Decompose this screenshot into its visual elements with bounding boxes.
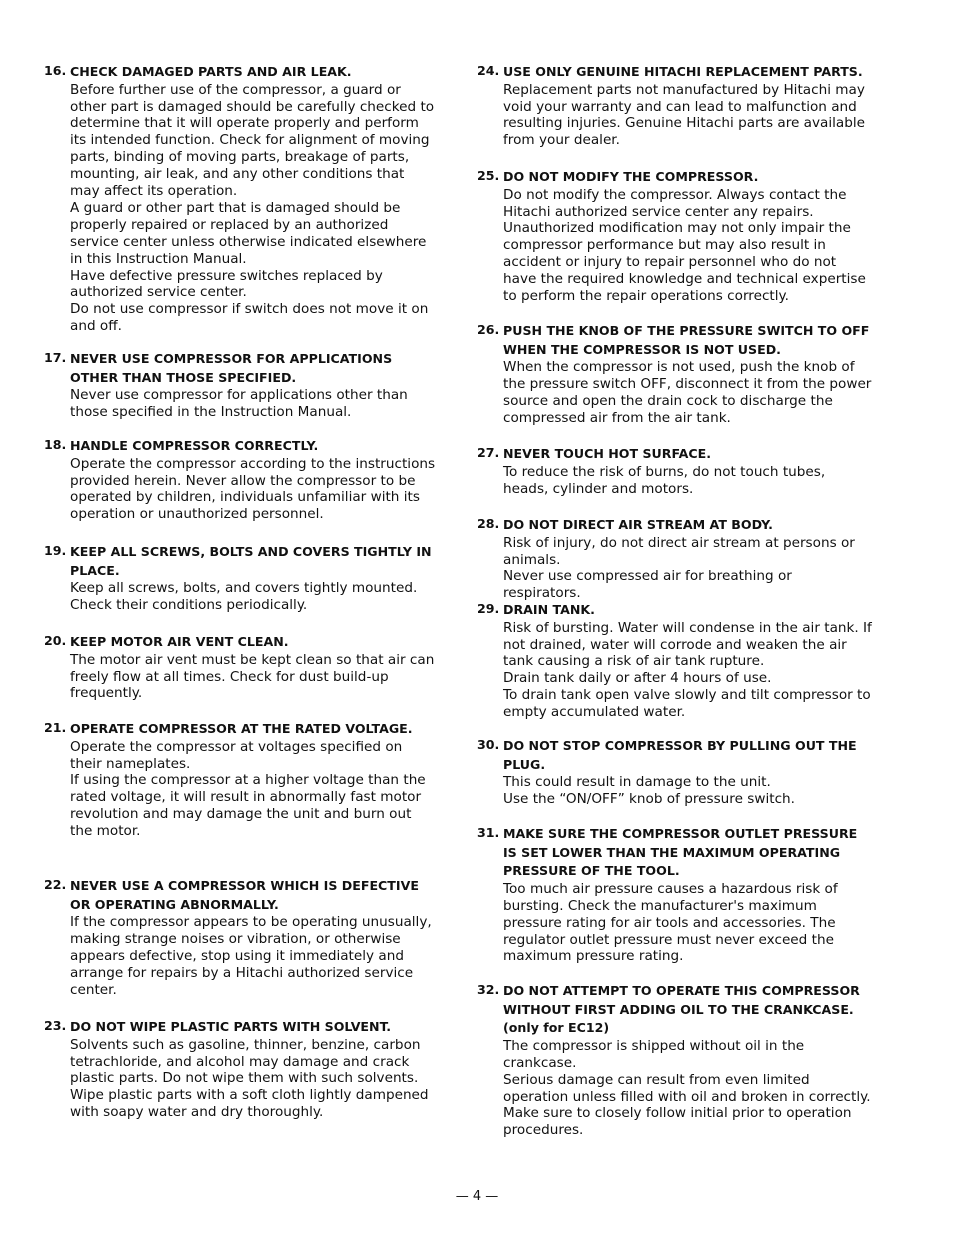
safety-item xyxy=(477,445,872,497)
safety-item xyxy=(44,1018,436,1121)
item-content xyxy=(70,633,436,702)
item-content xyxy=(70,63,436,335)
safety-item xyxy=(44,543,436,614)
item-paragraph: To reduce the risk of burns, do not touch tubes, heads, cylinder and motors. xyxy=(503,463,826,497)
item-paragraph: Replacement parts not manufactured by Hitachi may void your warranty and can lead to malfunction and resulting injuries. Genuine Hitachi parts are available from your dealer. xyxy=(503,81,866,149)
item-content xyxy=(70,543,436,614)
item-heading: HANDLE COMPRESSOR CORRECTLY. xyxy=(70,438,319,453)
item-number: 26. xyxy=(477,322,500,337)
item-paragraph: The motor air vent must be kept clean so that air can freely flow at all times. Check for dust build-up frequently. xyxy=(70,651,435,702)
safety-item xyxy=(477,63,872,149)
safety-item xyxy=(477,322,872,427)
item-paragraph: This could result in damage to the unit. xyxy=(503,774,771,791)
item-paragraph: Never use compressor for applications other than those specified in the Instruction Manual. xyxy=(70,387,408,421)
item-content xyxy=(503,168,872,305)
item-number: 18. xyxy=(44,437,67,452)
safety-item xyxy=(477,825,872,965)
item-paragraph: Operate the compressor according to the instructions provided herein. Never allow the compressor to be operated by children, individuals unfamiliar with its operation or unauthorized personnel. xyxy=(70,455,436,523)
item-content xyxy=(503,737,872,808)
item-content xyxy=(503,982,872,1139)
item-paragraph: Before further use of the compressor, a guard or other part is damaged should be carefully checked to determine that it will operate properly and perform its intended function. Check for alignment of moving parts, binding of moving parts, breakage of parts, mounting, air leak, and any other conditions that may affect its operation. xyxy=(70,81,435,200)
item-paragraph: Have defective pressure switches replaced by authorized service center. xyxy=(70,267,383,301)
item-heading: DO NOT STOP COMPRESSOR BY PULLING OUT THE PLUG. xyxy=(503,738,857,772)
item-number: 23. xyxy=(44,1018,67,1033)
item-heading: PUSH THE KNOB OF THE PRESSURE SWITCH TO OFF WHEN THE COMPRESSOR IS NOT USED. xyxy=(503,323,870,357)
item-content xyxy=(503,322,872,427)
safety-item xyxy=(477,737,872,808)
page-number: — 4 — xyxy=(455,1189,499,1204)
item-heading: DO NOT WIPE PLASTIC PARTS WITH SOLVENT. xyxy=(70,1019,392,1034)
item-number: 28. xyxy=(477,516,500,531)
item-heading: MAKE SURE THE COMPRESSOR OUTLET PRESSURE IS SET LOWER THAN THE MAXIMUM OPERATING PRESSURE OF THE TOOL. xyxy=(503,826,858,879)
item-number: 32. xyxy=(477,982,500,997)
item-content xyxy=(503,63,872,149)
item-paragraph: Keep all screws, bolts, and covers tightly mounted. Check their conditions periodically. xyxy=(70,580,418,614)
item-heading: DO NOT DIRECT AIR STREAM AT BODY. xyxy=(503,517,773,532)
item-number: 30. xyxy=(477,737,500,752)
item-content xyxy=(503,601,872,721)
item-content xyxy=(70,1018,436,1121)
item-number: 29. xyxy=(477,601,500,616)
item-paragraph: Never use compressed air for breathing or respirators. xyxy=(503,568,792,602)
item-number: 19. xyxy=(44,543,67,558)
item-number: 17. xyxy=(44,350,67,365)
item-number: 31. xyxy=(477,825,500,840)
safety-item xyxy=(44,350,436,421)
item-heading: DO NOT MODIFY THE COMPRESSOR. xyxy=(503,169,759,184)
item-number: 16. xyxy=(44,63,67,78)
item-heading: KEEP ALL SCREWS, BOLTS AND COVERS TIGHTLY IN PLACE. xyxy=(70,544,432,578)
item-paragraph: Risk of bursting. Water will condense in the air tank. If not drained, water will corrode and weaken the air tank causing a risk of air tank rupture. xyxy=(503,619,872,670)
item-paragraph: Do not use compressor if switch does not move it on and off. xyxy=(70,301,429,335)
item-paragraph: If the compressor appears to be operating unusually, making strange noises or vibration, or otherwise appears defective, stop using it immediately and arrange for repairs by a Hitachi authorized service center. xyxy=(70,914,432,998)
item-number: 27. xyxy=(477,445,500,460)
item-content xyxy=(503,516,872,602)
item-heading: CHECK DAMAGED PARTS AND AIR LEAK. xyxy=(70,64,352,79)
item-content xyxy=(503,445,872,497)
safety-item xyxy=(44,720,436,840)
item-number: 24. xyxy=(477,63,500,78)
safety-item xyxy=(44,63,436,335)
item-paragraph: The compressor is shipped without oil in the crankcase. xyxy=(503,1037,805,1071)
item-heading: NEVER USE COMPRESSOR FOR APPLICATIONS OTHER THAN THOSE SPECIFIED. xyxy=(70,351,393,385)
item-number: 22. xyxy=(44,877,67,892)
item-paragraph: Serious damage can result from even limited operation unless filled with oil and broken in correctly. Make sure to closely follow initial prior to operation procedures. xyxy=(503,1071,871,1139)
item-paragraph: Too much air pressure causes a hazardous risk of bursting. Check the manufacturer's maximum pressure rating for air tools and accessories. The regulator outlet pressure must never exceed the maximum pressure rating. xyxy=(503,880,838,965)
item-number: 25. xyxy=(477,168,500,183)
item-paragraph: Operate the compressor at voltages specified on their nameplates. xyxy=(70,738,403,772)
item-paragraph: Solvents such as gasoline, thinner, benzine, carbon tetrachloride, and alcohol may damage and crack plastic parts. Do not wipe them with such solvents. Wipe plastic parts with a soft cloth lightly dampened with soapy water and dry thoroughly. xyxy=(70,1036,429,1121)
safety-item xyxy=(477,516,872,602)
item-content xyxy=(70,437,436,523)
item-heading: NEVER TOUCH HOT SURFACE. xyxy=(503,446,712,461)
item-number: 20. xyxy=(44,633,67,648)
item-paragraph: If using the compressor at a higher voltage than the rated voltage, it will result in abnormally fast motor revolution and may damage the unit and burn out the motor. xyxy=(70,772,426,840)
item-paragraph: Use the “ON/OFF” knob of pressure switch. xyxy=(503,791,795,808)
safety-item xyxy=(477,601,872,721)
item-content xyxy=(70,877,436,999)
item-content xyxy=(503,825,872,965)
item-heading: KEEP MOTOR AIR VENT CLEAN. xyxy=(70,634,289,649)
item-heading: OPERATE COMPRESSOR AT THE RATED VOLTAGE. xyxy=(70,721,413,736)
item-heading: USE ONLY GENUINE HITACHI REPLACEMENT PARTS. xyxy=(503,64,863,79)
item-paragraph: Risk of injury, do not direct air stream at persons or animals. xyxy=(503,534,855,568)
safety-item xyxy=(477,982,872,1139)
item-heading: DRAIN TANK. xyxy=(503,602,595,617)
item-number: 21. xyxy=(44,720,67,735)
safety-item xyxy=(44,633,436,702)
safety-item xyxy=(44,877,436,999)
item-paragraph: A guard or other part that is damaged should be properly repaired or replaced by an authorized service center unless otherwise indicated elsewhere in this Instruction Manual. xyxy=(70,199,427,267)
safety-item xyxy=(44,437,436,523)
item-content xyxy=(70,350,436,421)
item-content xyxy=(70,720,436,840)
safety-item xyxy=(477,168,872,305)
item-paragraph: When the compressor is not used, push the knob of the pressure switch OFF, disconnect it from the power source and open the drain cock to discharge the compressed air from the air tank. xyxy=(503,359,872,426)
item-heading: NEVER USE A COMPRESSOR WHICH IS DEFECTIVE OR OPERATING ABNORMALLY. xyxy=(70,878,419,912)
item-paragraph: Drain tank daily or after 4 hours of use. xyxy=(503,670,772,687)
item-paragraph: To drain tank open valve slowly and tilt compressor to empty accumulated water. xyxy=(503,687,871,721)
item-heading: DO NOT ATTEMPT TO OPERATE THIS COMPRESSOR WITHOUT FIRST ADDING OIL TO THE CRANKCASE. (only for EC12) xyxy=(503,983,860,1036)
item-paragraph: Do not modify the compressor. Always contact the Hitachi authorized service center any repairs. Unauthorized modification may not only impair the compressor performance but may also result in accident or injury to repair personnel who do not have the required knowledge and technical expertise to perform the repair operations correctly. xyxy=(503,186,866,305)
